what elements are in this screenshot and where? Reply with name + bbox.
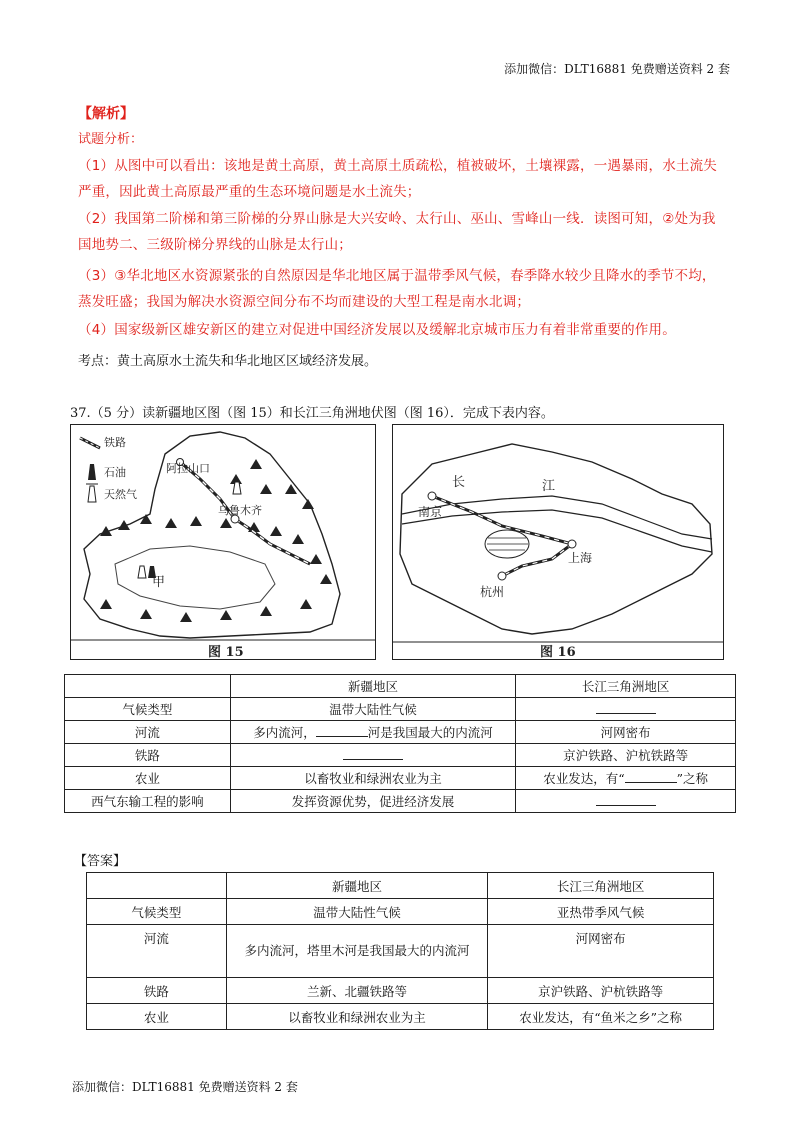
cell-text: ”之称 (676, 771, 709, 786)
table-row (65, 675, 736, 698)
legend-oil: 石油 (104, 466, 126, 479)
label-chang: 长 (452, 475, 466, 490)
table-cell: 京沪铁路、沪杭铁路等 (488, 978, 714, 1004)
analysis-paragraph-4: （4）国家级新区雄安新区的建立对促进中国经济发展以及缓解北京城市压力有着非常重要的作用。 (78, 322, 676, 338)
answer-table (86, 872, 714, 1030)
row-label: 铁路 (87, 978, 227, 1004)
page-header: 添加微信：DLT16881 免费赠送资料 2 套 (504, 62, 730, 76)
table-header-xinjiang: 新疆地区 (226, 873, 488, 899)
answer-blank (625, 770, 677, 783)
table-cell (230, 721, 516, 744)
table-row (65, 790, 736, 813)
table-header-yangtze: 长江三角洲地区 (516, 675, 736, 698)
hangzhou-marker (498, 572, 506, 580)
label-nanjing: 南京 (418, 505, 443, 519)
table-row (87, 978, 714, 1004)
shanghai-marker (568, 540, 576, 548)
answer-blank (596, 793, 656, 806)
answer-blank-cell (230, 744, 516, 767)
row-label: 农业 (87, 1004, 227, 1030)
table-cell: 兰新、北疆铁路等 (226, 978, 488, 1004)
analysis-heading: 【解析】 (78, 106, 134, 122)
table-cell: 河网密布 (488, 925, 714, 978)
answer-blank (596, 701, 656, 714)
map16-caption: 图 16 (540, 645, 576, 660)
gas-symbol (138, 566, 146, 578)
answer-blank-cell (516, 698, 736, 721)
label-hangzhou: 杭州 (480, 585, 505, 599)
table-row (87, 899, 714, 925)
table-cell: 多内流河，塔里木河是我国最大的内流河 (226, 925, 488, 978)
table-row (65, 721, 736, 744)
legend-railway: 铁路 (104, 436, 126, 449)
table-row (87, 1004, 714, 1030)
analysis-paragraph-1: （1）从图中可以看出：该地是黄土高原，黄土高原土质疏松，植被破坏，土壤裸露，一遇暴雨，水土流失严重，因此黄土高原最严重的生态环境问题是水土流失； (78, 158, 717, 200)
table-cell (65, 675, 231, 698)
label-urumqi: 乌鲁木齐 (218, 504, 262, 517)
answer-blank (343, 747, 403, 760)
table-row (87, 925, 714, 978)
table-row (65, 698, 736, 721)
legend-gas: 天然气 (104, 488, 137, 501)
map15-caption: 图 15 (208, 645, 244, 660)
row-label: 农业 (65, 767, 231, 790)
table-cell: 温带大陆性气候 (226, 899, 488, 925)
answer-heading: 【答案】 (74, 854, 127, 869)
table-header-yangtze: 长江三角洲地区 (488, 873, 714, 899)
answer-blank (316, 724, 368, 737)
answer-blank-cell (516, 790, 736, 813)
table-cell: 以畜牧业和绿洲农业为主 (226, 1004, 488, 1030)
table-row (87, 873, 714, 899)
table-cell: 京沪铁路、沪杭铁路等 (516, 744, 736, 767)
table-cell (516, 767, 736, 790)
kaodian-line: 考点：黄土高原水土流失和华北地区区域经济发展。 (78, 354, 378, 369)
table-cell: 亚热带季风气候 (488, 899, 714, 925)
row-label: 铁路 (65, 744, 231, 767)
table-cell: 发挥资源优势，促进经济发展 (230, 790, 516, 813)
analysis-paragraph-3: （3）③华北地区水资源紧张的自然原因是华北地区属于温带季风气候，春季降水较少且降水的季节不均，蒸发旺盛；我国为解决水资源空间分布不均而建设的大型工程是南水北调； (78, 268, 716, 310)
nanjing-marker (428, 492, 436, 500)
xinjiang-map (70, 424, 376, 660)
row-label: 气候类型 (65, 698, 231, 721)
analysis-paragraph-2: （2）我国第二阶梯和第三阶梯的分界山脉是大兴安岭、太行山、巫山、雪峰山一线．读图可知，②处为我国地势二、三级阶梯分界线的山脉是太行山； (78, 211, 716, 253)
cell-text: 河是我国最大的内流河 (367, 725, 493, 740)
table-row (65, 744, 736, 767)
label-jia: 甲 (152, 575, 166, 590)
cell-text: 多内流河， (253, 725, 316, 740)
table-cell: 温带大陆性气候 (230, 698, 516, 721)
table-cell: 河网密布 (516, 721, 736, 744)
page-footer: 添加微信：DLT16881 免费赠送资料 2 套 (72, 1080, 298, 1094)
gas-symbol-2 (233, 482, 241, 494)
question-table (64, 674, 736, 813)
question-37: 37.（5 分）读新疆地区图（图 15）和长江三角洲地伏图（图 16）．完成下表内容。 (70, 406, 554, 421)
label-shanghai: 上海 (568, 551, 593, 565)
table-header-xinjiang: 新疆地区 (230, 675, 516, 698)
table-cell: 以畜牧业和绿洲农业为主 (230, 767, 516, 790)
table-cell (87, 873, 227, 899)
row-label: 西气东输工程的影响 (65, 790, 231, 813)
row-label: 河流 (87, 925, 227, 978)
cell-text: 农业发达，有“ (543, 771, 625, 786)
label-alashankou: 阿拉山口 (166, 462, 210, 475)
label-jiang: 江 (542, 479, 556, 494)
row-label: 河流 (65, 721, 231, 744)
table-row (65, 767, 736, 790)
yangtze-delta-map (392, 424, 724, 660)
row-label: 气候类型 (87, 899, 227, 925)
table-cell: 农业发达，有“鱼米之乡”之称 (488, 1004, 714, 1030)
analysis-subheading: 试题分析： (78, 132, 144, 147)
